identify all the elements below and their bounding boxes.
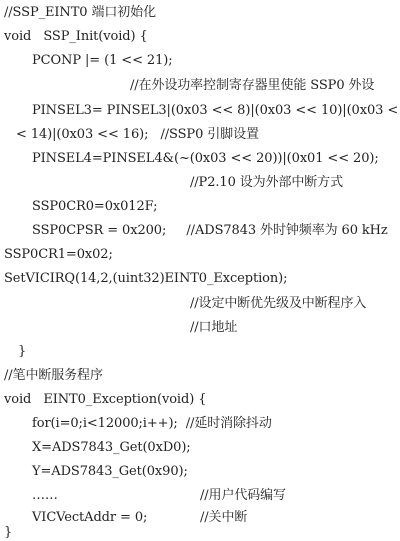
code-line: SSP0CR0=0x012F;	[32, 199, 158, 214]
code-line: for(i=0;i<12000;i++); //延时消除抖动	[32, 416, 272, 431]
code-line: }	[18, 344, 27, 359]
code-line: //笔中断服务程序	[4, 368, 103, 383]
code-line: //口地址	[190, 320, 238, 335]
code-line: void SSP_Init(void) {	[4, 29, 148, 44]
code-line: //设定中断优先级及中断程序入	[190, 296, 367, 311]
code-line: //SSP_EINT0 端口初始化	[4, 5, 156, 20]
code-line: PINSEL3= PINSEL3|(0x03 << 8)|(0x03 << 10)|(0x03 <	[32, 103, 399, 118]
code-line: < 14)|(0x03 << 16); //SSP0 引脚设置	[16, 127, 259, 142]
code-line: VICVectAddr = 0;	[32, 510, 148, 525]
code-line: //用户代码编写	[200, 488, 286, 503]
code-line: }	[4, 525, 13, 540]
code-line: SetVICIRQ(14,2,(uint32)EINT0_Exception);	[4, 271, 288, 286]
code-line: ……	[32, 488, 58, 503]
code-line: //在外设功率控制寄存器里使能 SSP0 外设	[130, 78, 375, 93]
code-line: SSP0CR1=0x02;	[4, 247, 113, 262]
code-line: void EINT0_Exception(void) {	[4, 392, 207, 407]
code-line: Y=ADS7843_Get(0x90);	[32, 464, 188, 479]
code-line: X=ADS7843_Get(0xD0);	[32, 440, 191, 455]
code-line: PCONP |= (1 << 21);	[32, 53, 173, 68]
code-line: PINSEL4=PINSEL4&(~(0x03 << 20))|(0x01 << 20);	[32, 151, 379, 166]
code-line: //关中断	[200, 510, 248, 525]
code-line: //P2.10 设为外部中断方式	[190, 175, 343, 190]
code-line: SSP0CPSR = 0x200; //ADS7843 外时钟频率为 60 kHz	[32, 223, 388, 238]
